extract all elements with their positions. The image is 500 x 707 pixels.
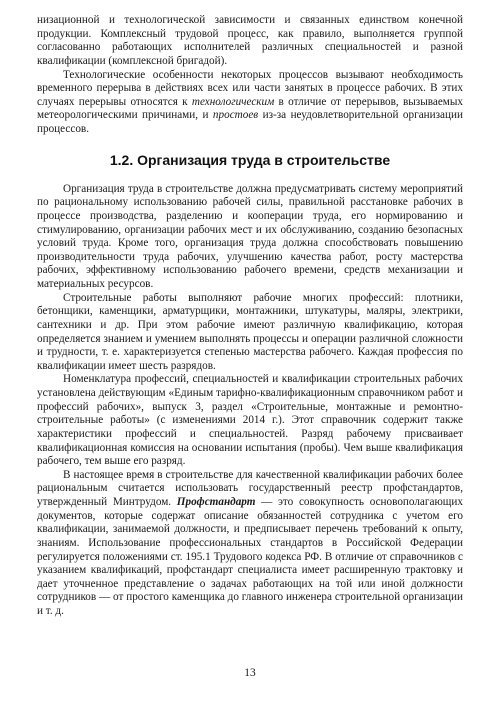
paragraph-profstandard — [37, 469, 463, 619]
paragraph-text: В настоящее время в строительстве для качественной квалификации рабочих более рациональным считается использовать государственный реестр профстандартов, утвержденный Минтрудом. — [37, 468, 463, 508]
paragraph-continuation: низационной и технологической зависимости и связанных единством конечной продукции. Комплексный трудовой процесс, как правило, выполняется группой согласованно работающих исполнителей различных специальностей и разной квалификации (комплексной бригадой). — [37, 14, 463, 67]
paragraph-text: из-за неудовлетворительной организации процессов. — [37, 109, 463, 135]
section-heading: 1.2. Организация труда в строительстве — [109, 151, 391, 168]
emphasis-technological: технологическим — [191, 95, 275, 108]
paragraph-nomenclature: Номенклатура профессий, специальностей и квалификации строительных рабочих установлена действующим «Единым тарифно-квалификационным справочником работ и профессий рабочих», выпуск 3, раздел «Строительные, монтажные и ремонтно-строительные работы» (с изменениями 2014 г.). Этот справочник содержит также характеристики профессий и специальностей. Разряд рабочему присваивает квалификационная комиссия на основании испытания (пробы). Чем выше квалификация рабочего, тем выше его разряд. — [37, 373, 463, 468]
page-number: 13 — [244, 667, 256, 679]
paragraph-professions: Строительные работы выполняют рабочие многих профессий: плотники, бетонщики, каменщики, арматурщики, монтажники, штукатуры, маляры, электрики, сантехники и др. При этом рабочие имеют различную квалификацию, которая определяется знанием и умением выполнять процессы и операции различной сложности и трудности, т. е. характеризуется степенью мастерства рабочего. Каждая профессия по квалификации имеет шесть разрядов. — [37, 291, 463, 372]
paragraph-text: в отличие от перерывов, вызываемых метеорологическими причинами, и — [37, 95, 463, 122]
paragraph-technological-breaks — [37, 69, 463, 137]
body-text — [37, 14, 463, 619]
term-profstandard: Профстандарт — [176, 496, 256, 508]
emphasis-downtime: простоев — [212, 109, 259, 122]
paragraph-text: Технологические особенности некоторых процессов вызывают необходимость временного перерыва в действиях всех или части занятых в процессе рабочих. В этих случаях перерывы относятся к — [37, 68, 463, 108]
paragraph-labor-organization: Организация труда в строительстве должна предусматривать систему мероприятий по рациональному использованию рабочей силы, правильной расстановке рабочих в процессе производства, разделению и кооперации труда, его нормированию и стимулированию, организации рабочих мест и их обслуживанию, созданию безопасных условий труда. Кроме того, организация труда должна способствовать повышению производительности труда рабочих, улучшению качества работ, росту мастерства рабочих, эффективному использованию рабочего времени, средств механизации и материальных ресурсов. — [37, 182, 463, 290]
paragraph-text: — это совокупность основополагающих документов, которые содержат описание обязанностей сотрудника с учетом его квалификации, занимаемой должности, и предписывает перечень требований к опыту, знаниям. Использование профессиональных стандартов в Российской Федерации регулируется положениями ст. 195.1 Трудового кодекса РФ. В отличие от справочников с указанием квалификаций, профстандарт специалиста имеет расширенную трактовку и дает уточненное представление о задачах работающих на той или иной должности сотрудников — от простого каменщика до главного инженера строительной организации и т. д. — [37, 496, 463, 617]
